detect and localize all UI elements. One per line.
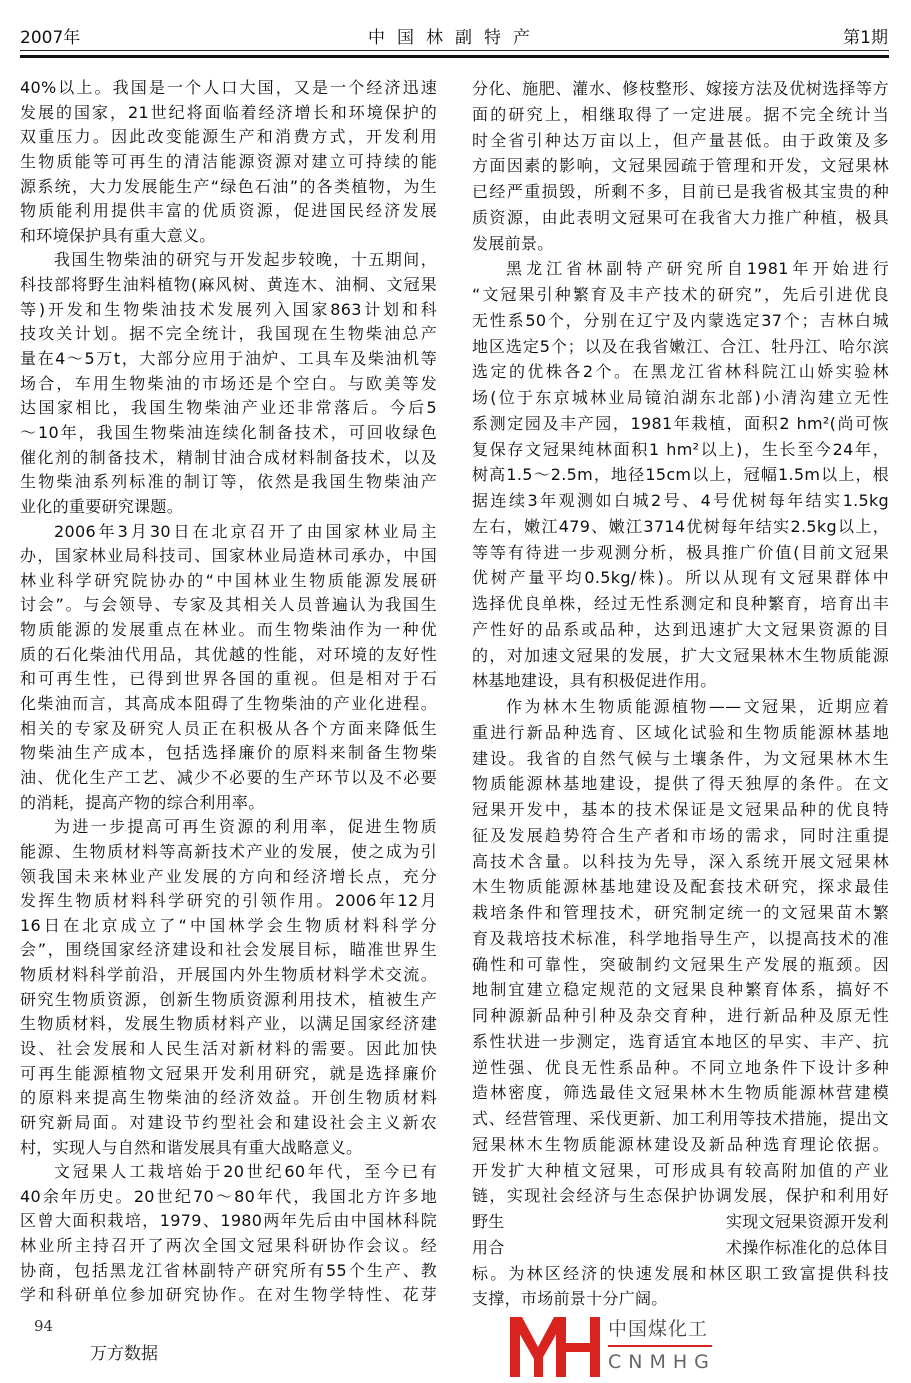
paragraph-line: 选择优良单株，经过无性系测定和良种繁育，培育出丰	[472, 594, 889, 613]
paragraph-line: 等)开发和生物柴油技术发展列入国家863计划和科	[20, 299, 437, 319]
header-journal-title: 中国林副特产	[368, 28, 542, 48]
paragraph-line: 时全省引种达万亩以上，但产量甚低。由于政策及多	[472, 130, 889, 150]
paragraph-line: 40余年历史。20世纪70～80年代，我国北方许多地	[20, 1186, 437, 1206]
paragraph-line: 讨会”。与会领导、专家及其相关人员普遍认为我国生	[20, 595, 437, 615]
paragraph-line: 林基地建设，具有积极促进作用。	[472, 671, 717, 691]
source-watermark: 万方数据	[90, 1344, 158, 1364]
paragraph-line: 办，国家林业局科技司、国家林业局造林司承办，中国	[20, 546, 437, 566]
paragraph-line: 地制宜建立稳定规范的文冠果良种繁育体系，搞好不	[472, 980, 889, 1000]
header-rule-thick	[20, 55, 889, 58]
line-fragment: 用合	[472, 1237, 505, 1257]
paragraph-line: 开发扩大种植文冠果，可形成具有较高附加值的产业	[472, 1160, 889, 1180]
paragraph-line: 研究新局面。对建设节约型社会和建设社会主义新农	[20, 1112, 437, 1132]
paragraph-line: 量在4～5万t，大部分应用于油炉、工具车及柴油机等	[20, 349, 437, 369]
paragraph-line: 优树产量平均0.5kg/株)。所以从现有文冠果群体中	[472, 568, 889, 588]
paragraph-line: 物质能利用提供丰富的优质资源，促进国民经济发展	[20, 201, 437, 221]
paragraph-line: 据连续3年观测如白城2号、4号优树每年结实1.5kg	[472, 491, 889, 510]
paragraph-line: 文冠果人工栽培始于20世纪60年代，至今已有	[54, 1162, 437, 1182]
paragraph-line: 催化剂的制备技术，精制甘油合成材料制备技术，以及	[20, 447, 437, 467]
paragraph-line: 发挥生物质材料科学研究的引领作用。2006年12月	[20, 891, 437, 911]
paragraph-line: 重进行新品种选育、区域化试验和生物质能源林基地	[472, 722, 889, 742]
paragraph-line	[472, 1235, 889, 1261]
paragraph-line: 冠果林木生物质能源林建设及新品种选育理论依据。	[472, 1134, 889, 1154]
paragraph-line: 学和科研单位参加研究协作。在对生物学特性、花芽	[20, 1285, 437, 1305]
paragraph-line: 相关的专家及研究人员正在积极从各个方面来降低生	[20, 718, 437, 738]
page-number: 94	[34, 1317, 54, 1335]
line-fragment: 野生	[472, 1212, 505, 1231]
paragraph-line: 复保存文冠果纯林面积1 hm²以上)，生长至今24年，	[472, 439, 889, 459]
paragraph-line: ～10年，我国生物柴油连续化制备技术，可回收绿色	[20, 422, 437, 442]
paragraph-line: 系测定园及丰产园，1981年栽植，面积2 hm²(尚可恢	[472, 413, 889, 433]
paragraph-line: 和可再生性，已得到世界各国的重视。但是相对于石	[20, 669, 437, 689]
mh-logo-mark-icon	[510, 1317, 602, 1377]
paragraph-line: 协商，包括黑龙江省林副特产研究所有55个生产、教	[20, 1260, 437, 1280]
paragraph-line: 征及发展趋势符合生产者和市场的需求，同时注重提	[472, 825, 889, 845]
logo-underline	[608, 1345, 712, 1347]
paragraph-line: 选定的优株各2个。在黑龙江省林科院江山娇实验林	[472, 362, 889, 382]
header-rule-thin	[20, 50, 889, 51]
paragraph-line: 地区选定5个；以及在我省嫩江、合江、牡丹江、哈尔滨	[472, 336, 889, 356]
header-year: 2007年	[20, 28, 81, 48]
paragraph-line: 无性系50个，分别在辽宁及内蒙选定37个；吉林白城	[472, 310, 889, 330]
paragraph-line: 生物质能等可再生的清洁能源资源对建立可持续的能	[20, 151, 437, 171]
paragraph-line: 质资源，由此表明文冠果可在我省大力推广种植，极具	[472, 207, 889, 227]
paragraph-line: 面的研究上，相继取得了一定进展。据不完全统计当	[472, 104, 889, 124]
paragraph-line: 可再生能源植物文冠果开发利用研究，就是选择廉价	[20, 1063, 437, 1083]
paragraph-line: 的原料来提高生物柴油的经济效益。开创生物质材料	[20, 1088, 437, 1108]
paragraph-line: 林业科学研究院协办的“中国林业生物质能源发展研	[20, 570, 437, 590]
paragraph-line: 生物柴油系列标准的制订等，依然是我国生物柴油产	[20, 472, 437, 492]
paragraph-line: 源系统，大力发展能生产“绿色石油”的各类植物，为生	[20, 176, 437, 196]
paragraph-line: 链，实现社会经济与生态保护协调发展，保护和利用好	[472, 1186, 889, 1206]
paragraph-line: 我国生物柴油的研究与开发起步较晚，十五期间，	[54, 250, 437, 270]
paragraph-line: 左右，嫩江479、嫩江3714优树每年结实2.5kg以上，	[472, 516, 889, 536]
paragraph-line: 标。为林区经济的快速发展和林区职工致富提供科技	[472, 1263, 889, 1283]
paragraph-line: 产性好的品系或品种，达到迅速扩大文冠果资源的目	[472, 619, 889, 639]
paragraph-line: 已经严重损毁，所剩不多，目前已是我省极其宝贵的种	[472, 182, 889, 201]
paragraph-line: 达国家相比，我国生物柴油产业还非常落后。今后5	[20, 398, 437, 418]
paragraph-line: 40%以上。我国是一个人口大国，又是一个经济迅速	[20, 78, 437, 97]
paragraph-line: 同种源新品种引种及杂交育种，进行新品种及原无性	[472, 1006, 889, 1025]
paragraph-line: 能源、生物质材料等高新技术产业的发展，使之成为引	[20, 841, 437, 861]
paragraph-line: 2006年3月30日在北京召开了由国家林业局主	[54, 521, 437, 541]
paragraph-line: 等等有待进一步观测分析，极具推广价值(目前文冠果	[472, 542, 889, 562]
paragraph-line: 育及栽培技术标准，科学地指导生产，以提高技术的准	[472, 928, 889, 948]
paragraph-line: 木生物质能源林基地建设及配套技术研究，探求最佳	[472, 877, 889, 897]
paragraph-line: 物质材料科学前沿，开展国内外生物质材料学术交流。	[20, 965, 437, 985]
paragraph-line: 高技术含量。以科技为先导，深入系统开展文冠果林	[472, 851, 889, 871]
paragraph-line: 的消耗，提高产物的综合利用率。	[20, 792, 265, 812]
paragraph-line: 和环境保护具有重大意义。	[20, 225, 216, 245]
paragraph-line: 的，对加速文冠果的发展，扩大文冠果林木生物质能源	[472, 645, 889, 665]
paragraph-line: 区曾大面积栽培，1979、1980两年先后由中国林科院	[20, 1211, 437, 1231]
header-issue: 第1期	[843, 28, 888, 48]
paragraph-line: 16日在北京成立了“中国林学会生物质材料科学分	[20, 915, 437, 935]
paragraph-line: 系性状进一步测定，选育适宜本地区的早实、丰产、抗	[472, 1031, 889, 1051]
paragraph-line: 物质能源林基地建设，提供了得天独厚的条件。在文	[472, 774, 889, 794]
paragraph-line: 业化的重要研究课题。	[20, 496, 184, 516]
paragraph-line: 树高1.5～2.5m，地径15cm以上，冠幅1.5m以上，根	[472, 465, 889, 485]
line-fragment: 术操作标准化的总体目	[725, 1237, 889, 1257]
paragraph-line: 黑龙江省林副特产研究所自1981年开始进行	[506, 259, 889, 279]
paragraph-line: 科技部将野生油料植物(麻风树、黄连木、油桐、文冠果	[20, 275, 437, 295]
paragraph-line: 会”，围绕国家经济建设和社会发展目标，瞄准世界生	[20, 940, 437, 960]
paragraph-line: 为进一步提高可再生资源的利用率，促进生物质	[54, 817, 437, 837]
paragraph-line: 研究生物质资源，创新生物质资源利用技术，植被生产	[20, 989, 437, 1009]
paragraph-line: 场(位于东京城林业局镜泊湖东北部)小清沟建立无性	[472, 388, 889, 407]
paragraph-line: 造林密度，筛选最佳文冠果林木生物质能源林营建模	[472, 1083, 889, 1103]
left-column	[20, 76, 437, 1308]
paragraph-line: 确性和可靠性，突破制约文冠果生产发展的瓶颈。因	[472, 954, 889, 974]
paragraph-line: 冠果开发中，基本的技术保证是文冠果品种的优良特	[472, 800, 889, 819]
watermark-logo	[506, 1314, 714, 1378]
paragraph-line: 设、社会发展和人民生活对新材料的需要。因此加快	[20, 1038, 437, 1058]
paragraph-line: 栽培条件和管理技术，研究制定统一的文冠果苗木繁	[472, 903, 889, 922]
paragraph-line: 物柴油生产成本，包括选择廉价的原料来制备生物柴	[20, 743, 437, 763]
paragraph-line: 逆性强、优良无性系品种。不同立地条件下设计多种	[472, 1057, 889, 1077]
paragraph-line: 林业所主持召开了两次全国文冠果科研协作会议。经	[20, 1236, 437, 1256]
paragraph-line: 技攻关计划。据不完全统计，我国现在生物柴油总产	[20, 324, 437, 344]
paragraph-line: 作为林木生物质能源植物——文冠果，近期应着	[506, 697, 889, 716]
paragraph-line: 发展的国家，21世纪将面临着经济增长和环境保护的	[20, 102, 437, 122]
paragraph-line	[472, 1209, 889, 1235]
paragraph-line: 式、经营管理、采伐更新、加工利用等技术措施，提出文	[472, 1109, 889, 1128]
paragraph-line: 质的石化柴油代用品，其优越的性能，对环境的友好性	[20, 644, 437, 664]
paragraph-line: “文冠果引种繁育及丰产技术的研究”，先后引进优良	[472, 285, 889, 304]
paragraph-line: 支撑，市场前景十分广阔。	[472, 1289, 668, 1309]
logo-name-en: CNMHG	[608, 1351, 716, 1373]
paragraph-line: 领我国未来林业产业发展的方向和经济增长点，充分	[20, 866, 437, 886]
paragraph-line: 场合，车用生物柴油的市场还是个空白。与欧美等发	[20, 373, 437, 393]
paragraph-line: 建设。我省的自然气候与土壤条件，为文冠果林木生	[472, 748, 889, 768]
paragraph-line: 分化、施肥、灌水、修枝整形、嫁接方法及优树选择等方	[472, 79, 889, 98]
paragraph-line: 化柴油而言，其高成本阻碍了生物柴油的产业化进程。	[20, 694, 437, 714]
logo-name-cn: 中国煤化工	[608, 1318, 709, 1340]
paragraph-line: 生物质材料，发展生物质材料产业，以满足国家经济建	[20, 1014, 437, 1034]
paragraph-line: 物质能源的发展重点在林业。而生物柴油作为一种优	[20, 620, 437, 640]
paragraph-line: 发展前景。	[472, 233, 554, 253]
paragraph-line: 双重压力。因此改变能源生产和消费方式，开发利用	[20, 127, 437, 147]
paragraph-line: 油、优化生产工艺、减少不必要的生产环节以及不必要	[20, 767, 437, 787]
paragraph-line: 村，实现人与自然和谐发展具有重大战略意义。	[20, 1137, 363, 1157]
line-fragment: 实现文冠果资源开发利	[725, 1212, 889, 1231]
right-column	[472, 76, 889, 1312]
paragraph-line: 方面因素的影响，文冠果园疏于管理和开发，文冠果林	[472, 156, 889, 176]
